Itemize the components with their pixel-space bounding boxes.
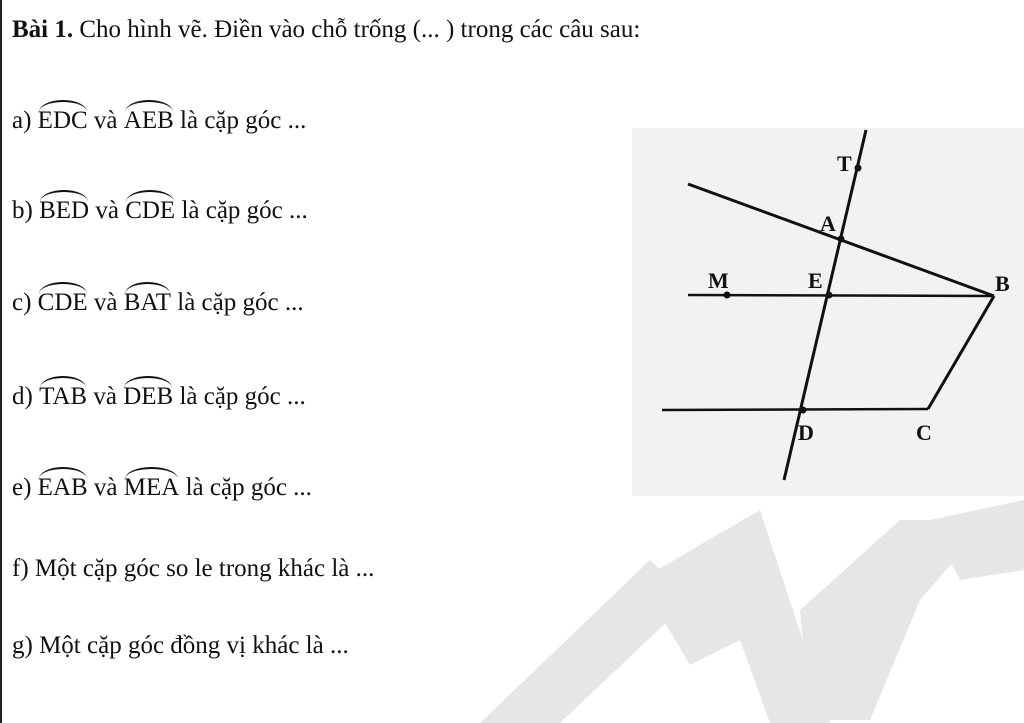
question-b: b) BED và CDE là cặp góc ... <box>12 197 308 224</box>
line-dc <box>662 409 928 410</box>
label-e: E <box>808 268 823 293</box>
exercise-title: Bài 1. Cho hình vẽ. Điền vào chỗ trống (... ) trong các câu sau: <box>12 16 641 43</box>
angle-bed: BED <box>39 197 90 224</box>
question-a: a) EDC và AEB là cặp góc ... <box>12 107 307 134</box>
angle-deb: DEB <box>123 383 174 410</box>
figure-background <box>632 128 1024 496</box>
question-g: g) Một cặp góc đồng vị khác là ... <box>12 632 349 659</box>
angle-cde: CDE <box>37 289 88 316</box>
point-e <box>826 292 833 299</box>
label-m: M <box>708 268 729 293</box>
angle-edc: EDC <box>37 107 88 134</box>
label-b: B <box>995 271 1010 296</box>
question-c: c) CDE và BAT là cặp góc ... <box>12 289 304 316</box>
angle-mea: MEA <box>123 474 180 501</box>
point-t <box>855 165 862 172</box>
angle-cde: CDE <box>125 197 176 224</box>
question-f: f) Một cặp góc so le trong khác là ... <box>12 555 375 582</box>
angle-eab: EAB <box>37 474 88 501</box>
point-a <box>838 236 845 243</box>
label-c: C <box>916 420 932 445</box>
angle-bat: BAT <box>123 289 172 316</box>
label-a: A <box>820 211 836 236</box>
label-t: T <box>837 151 852 176</box>
angle-tab: TAB <box>39 383 88 410</box>
angle-aeb: AEB <box>123 107 174 134</box>
point-d <box>800 407 807 414</box>
question-e: e) EAB và MEA là cặp góc ... <box>12 474 312 501</box>
label-d: D <box>798 420 814 445</box>
question-d: d) TAB và DEB là cặp góc ... <box>12 383 306 410</box>
geometry-figure <box>632 128 1024 496</box>
line-meb <box>688 295 994 296</box>
